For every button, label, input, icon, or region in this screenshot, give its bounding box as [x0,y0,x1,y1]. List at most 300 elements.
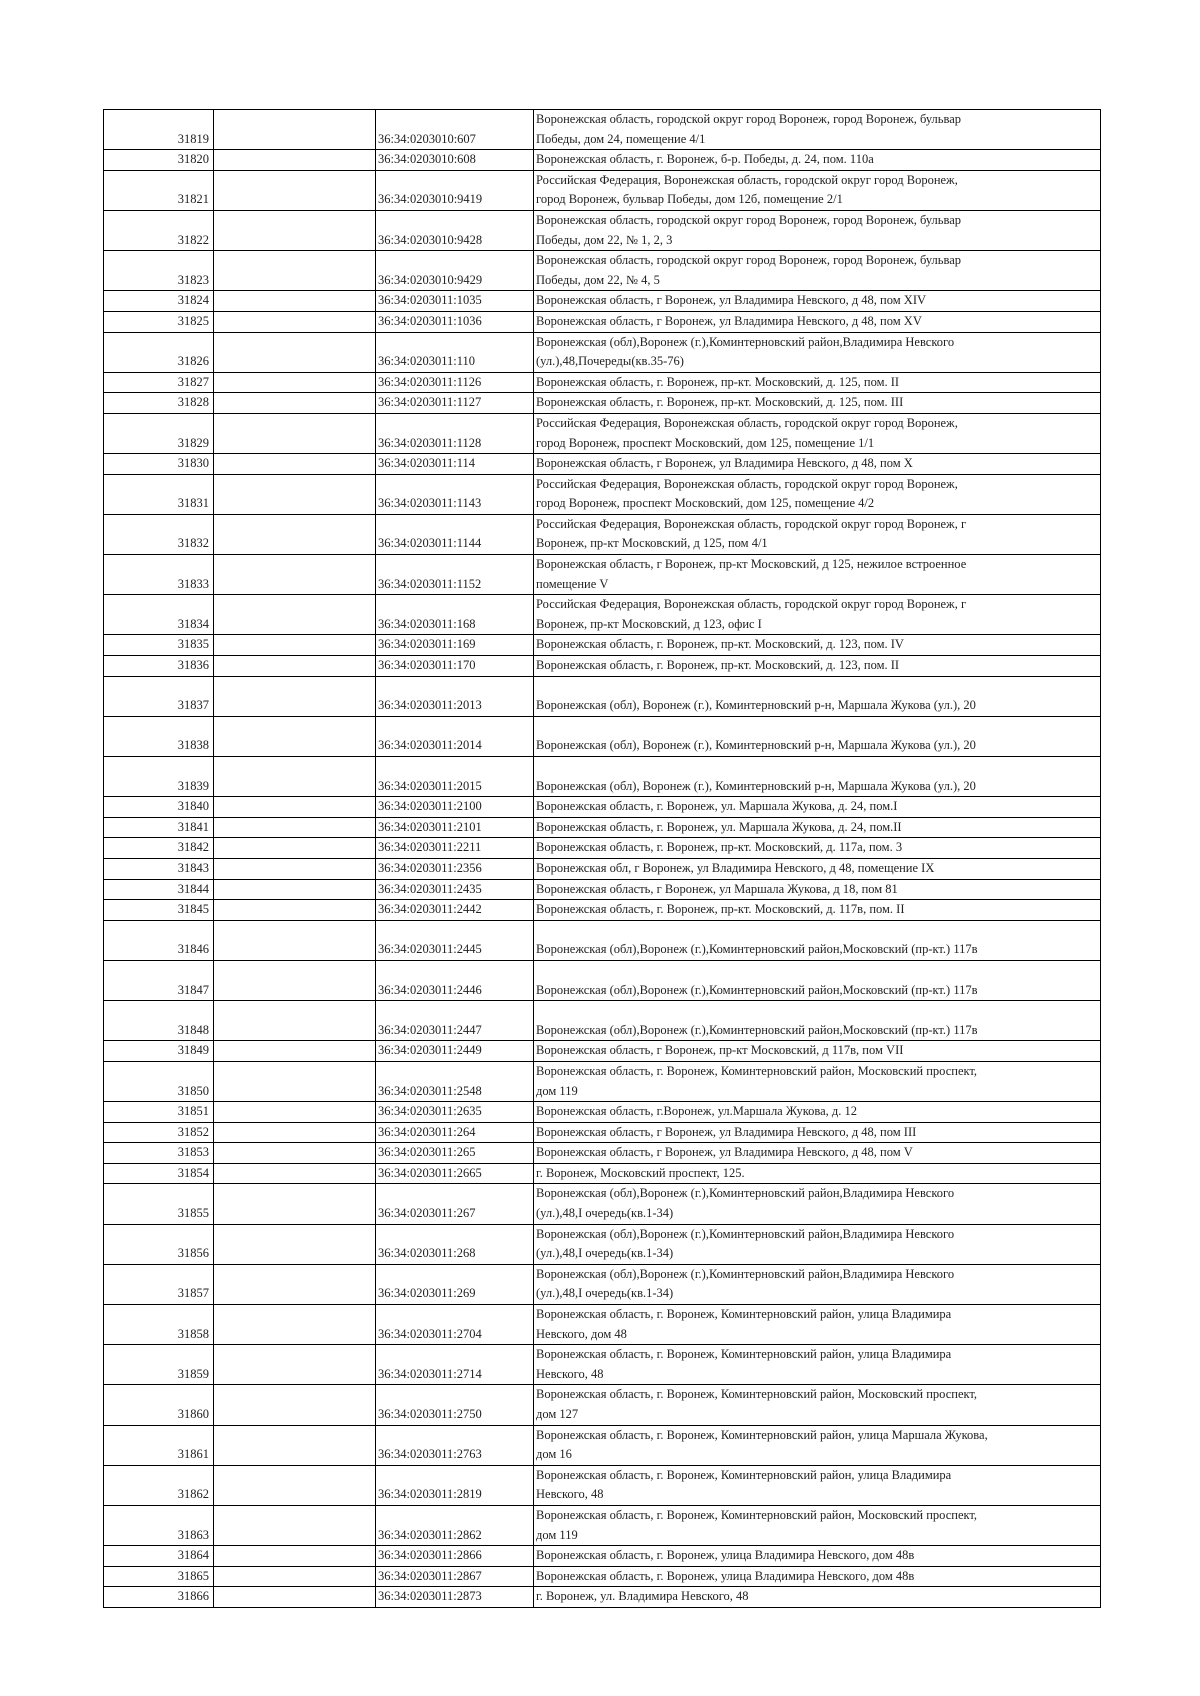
address-cell [534,454,1101,475]
row-number-cell: 31858 [104,1305,214,1345]
address-cell [534,635,1101,656]
address-line: Победы, дом 22, № 4, 5 [536,272,660,287]
address-line [536,1001,1098,1021]
address-line: Воронежская область, г Воронеж, ул Владимира Невского, д 48, пом X [536,456,913,471]
row-number-cell: 31823 [104,251,214,291]
address-line: Воронежская (обл),Воронеж (г.),Коминтерновский район,Московский (пр-кт.) 117в [536,1022,978,1037]
empty-cell [214,1505,376,1545]
cadastral-number-cell: 36:34:0203011:2447 [376,1001,534,1041]
address-cell [534,1184,1101,1224]
cadastral-number-cell: 36:34:0203011:2866 [376,1546,534,1567]
address-line: Невского, 48 [536,1366,604,1381]
row-number-cell: 31820 [104,150,214,171]
row-number-cell: 31839 [104,757,214,797]
empty-cell [214,110,376,150]
address-line: Воронежская область, г. Воронеж, улица Владимира Невского, дом 48в [536,1568,915,1583]
address-line [536,717,1098,737]
address-line: Воронежская область, г. Воронеж, пр-кт. Московский, д. 123, пом. IV [536,637,904,652]
address-line: Воронежская область, г Воронеж, пр-кт Московский, д 125, нежилое встроенное [536,557,967,572]
table-row [104,920,1101,960]
address-line: Воронежская (обл),Воронеж (г.),Коминтерновский район,Владимира Невского [536,1186,955,1201]
cadastral-number-cell: 36:34:0203011:2446 [376,960,534,1000]
address-line: Воронеж, пр-кт Московский, д 125, пом 4/1 [536,536,768,551]
cadastral-number-cell: 36:34:0203011:265 [376,1143,534,1164]
table-row [104,332,1101,372]
address-cell [534,1041,1101,1062]
address-cell [534,1587,1101,1608]
address-cell [534,1305,1101,1345]
address-line: Воронежская область, г. Воронеж, пр-кт. Московский, д. 125, пом. III [536,395,904,410]
row-number-cell: 31846 [104,920,214,960]
empty-cell [214,635,376,656]
table-row [104,110,1101,150]
empty-cell [214,393,376,414]
address-cell [534,1163,1101,1184]
address-line: Воронежская область, городской округ город Воронеж, город Воронеж, бульвар [536,212,962,227]
table-row [104,656,1101,677]
address-line: (ул.),48,I очередь(кв.1-34) [536,1206,674,1221]
row-number-cell: 31835 [104,635,214,656]
table-row [104,555,1101,595]
empty-cell [214,555,376,595]
cadastral-number-cell: 36:34:0203011:2665 [376,1163,534,1184]
table-row [104,1184,1101,1224]
table-row [104,170,1101,210]
address-cell [534,1143,1101,1164]
empty-cell [214,838,376,859]
cadastral-number-cell: 36:34:0203011:268 [376,1224,534,1264]
row-number-cell: 31840 [104,797,214,818]
row-number-cell: 31830 [104,454,214,475]
empty-cell [214,1143,376,1164]
address-line: г. Воронеж, Московский проспект, 125. [536,1165,745,1180]
table-row [104,1566,1101,1587]
cadastral-number-cell: 36:34:0203011:1152 [376,555,534,595]
cadastral-number-cell: 36:34:0203011:2704 [376,1305,534,1345]
table-row [104,393,1101,414]
row-number-cell: 31841 [104,817,214,838]
empty-cell [214,879,376,900]
row-number-cell: 31857 [104,1264,214,1304]
row-number-cell: 31859 [104,1345,214,1385]
empty-cell [214,1163,376,1184]
address-line: Победы, дом 24, помещение 4/1 [536,131,706,146]
address-line: (ул.),48,I очередь(кв.1-34) [536,1286,674,1301]
address-cell [534,797,1101,818]
cadastral-number-cell: 36:34:0203011:2548 [376,1061,534,1101]
row-number-cell: 31866 [104,1587,214,1608]
cadastral-number-cell: 36:34:0203011:2442 [376,900,534,921]
cadastral-number-cell: 36:34:0203010:9428 [376,210,534,250]
address-cell [534,1224,1101,1264]
address-cell [534,1122,1101,1143]
address-cell [534,1425,1101,1465]
row-number-cell: 31825 [104,311,214,332]
address-line: дом 119 [536,1527,578,1542]
empty-cell [214,1566,376,1587]
cadastral-number-cell: 36:34:0203011:2014 [376,716,534,756]
address-cell [534,311,1101,332]
row-number-cell: 31827 [104,372,214,393]
table-row [104,838,1101,859]
address-cell [534,372,1101,393]
address-line: Воронежская (обл),Воронеж (г.),Коминтерновский район,Московский (пр-кт.) 117в [536,942,978,957]
address-cell [534,879,1101,900]
address-cell [534,514,1101,554]
row-number-cell: 31860 [104,1385,214,1425]
table-row [104,716,1101,756]
address-line: Воронежская (обл), Воронеж (г.), Коминтерновский р-н, Маршала Жукова (ул.), 20 [536,698,976,713]
address-line: Воронежская (обл),Воронеж (г.),Коминтерновский район,Владимира Невского [536,334,955,349]
cadastral-number-cell: 36:34:0203011:2100 [376,797,534,818]
row-number-cell: 31863 [104,1505,214,1545]
table-row [104,372,1101,393]
address-line: Воронеж, пр-кт Московский, д 123, офис I [536,616,762,631]
cadastral-number-cell: 36:34:0203011:110 [376,332,534,372]
address-cell [534,1264,1101,1304]
row-number-cell: 31838 [104,716,214,756]
address-line: город Воронеж, бульвар Победы, дом 12б, помещение 2/1 [536,192,843,207]
cadastral-number-cell: 36:34:0203011:2819 [376,1465,534,1505]
row-number-cell: 31861 [104,1425,214,1465]
address-line: Воронежская обл, г Воронеж, ул Владимира Невского, д 48, помещение IX [536,860,935,875]
table-row [104,1163,1101,1184]
cadastral-number-cell: 36:34:0203011:2211 [376,838,534,859]
cadastral-number-cell: 36:34:0203010:9419 [376,170,534,210]
cadastral-number-cell: 36:34:0203011:1126 [376,372,534,393]
table-row [104,1546,1101,1567]
cadastral-number-cell: 36:34:0203011:2867 [376,1566,534,1587]
table-row [104,1122,1101,1143]
table-row [104,1425,1101,1465]
row-number-cell: 31837 [104,676,214,716]
address-line: Воронежская область, г Воронеж, ул Владимира Невского, д 48, пом III [536,1124,917,1139]
table-row [104,1224,1101,1264]
cadastral-number-cell: 36:34:0203011:2873 [376,1587,534,1608]
cadastral-number-cell: 36:34:0203011:2013 [376,676,534,716]
table-row [104,150,1101,171]
empty-cell [214,1102,376,1123]
address-cell [534,555,1101,595]
table-row [104,1264,1101,1304]
address-line: (ул.),48,I очередь(кв.1-34) [536,1246,674,1261]
address-line: Воронежская область, г. Воронеж, Коминтерновский район, улица Владимира [536,1307,952,1322]
address-line: Воронежская область, г. Воронеж, Коминтерновский район, Московский проспект, [536,1387,978,1402]
table-row [104,900,1101,921]
cadastral-number-cell: 36:34:0203011:2862 [376,1505,534,1545]
empty-cell [214,960,376,1000]
address-cell [534,150,1101,171]
row-number-cell: 31842 [104,838,214,859]
address-line: Воронежская (обл),Воронеж (г.),Коминтерновский район,Московский (пр-кт.) 117в [536,982,978,997]
empty-cell [214,1587,376,1608]
table-row [104,454,1101,475]
empty-cell [214,1264,376,1304]
row-number-cell: 31851 [104,1102,214,1123]
address-line: дом 119 [536,1083,578,1098]
cadastral-number-cell: 36:34:0203010:607 [376,110,534,150]
cadastral-number-cell: 36:34:0203011:1144 [376,514,534,554]
empty-cell [214,1122,376,1143]
address-line [536,961,1098,981]
address-line: г. Воронеж, ул. Владимира Невского, 48 [536,1589,749,1604]
address-line: (ул.),48,Почереды(кв.35-76) [536,354,684,369]
empty-cell [214,291,376,312]
cadastral-number-cell: 36:34:0203011:114 [376,454,534,475]
address-cell [534,210,1101,250]
empty-cell [214,1061,376,1101]
address-line: Воронежская область, г Воронеж, ул Владимира Невского, д 48, пом XV [536,313,922,328]
table-row [104,676,1101,716]
table-body [104,110,1101,1608]
table-row [104,595,1101,635]
row-number-cell: 31843 [104,858,214,879]
table-row [104,413,1101,453]
table-row [104,251,1101,291]
address-line: Воронежская область, г. Воронеж, ул. Маршала Жукова, д. 24, пом.II [536,819,902,834]
address-cell [534,757,1101,797]
row-number-cell: 31854 [104,1163,214,1184]
table-row [104,858,1101,879]
address-cell [534,1566,1101,1587]
address-line: дом 127 [536,1407,579,1421]
address-cell [534,1385,1101,1425]
empty-cell [214,1224,376,1264]
empty-cell [214,1385,376,1425]
table-row [104,514,1101,554]
cadastral-number-cell: 36:34:0203011:269 [376,1264,534,1304]
empty-cell [214,251,376,291]
address-line: город Воронеж, проспект Московский, дом 125, помещение 4/2 [536,496,875,511]
address-line: Воронежская область, г. Воронеж, б-р. Победы, д. 24, пом. 110а [536,152,874,167]
empty-cell [214,676,376,716]
row-number-cell: 31865 [104,1566,214,1587]
address-line: Российская Федерация, Воронежская область, городской округ город Воронеж, [536,415,958,430]
table-row [104,210,1101,250]
row-number-cell: 31847 [104,960,214,1000]
empty-cell [214,1345,376,1385]
table-row [104,1305,1101,1345]
table-row [104,757,1101,797]
address-cell [534,595,1101,635]
address-line: Российская Федерация, Воронежская область, городской округ город Воронеж, г [536,516,967,531]
address-cell [534,110,1101,150]
table-row [104,1505,1101,1545]
table-row [104,474,1101,514]
address-cell [534,170,1101,210]
address-cell [534,1061,1101,1101]
empty-cell [214,332,376,372]
property-register-table [103,109,1101,1608]
empty-cell [214,1305,376,1345]
address-line [536,921,1098,941]
address-cell [534,291,1101,312]
address-cell [534,393,1101,414]
address-cell [534,676,1101,716]
empty-cell [214,817,376,838]
table-row [104,291,1101,312]
table-row [104,1001,1101,1041]
address-cell [534,1102,1101,1123]
cadastral-number-cell: 36:34:0203011:2714 [376,1345,534,1385]
address-line: Победы, дом 22, № 1, 2, 3 [536,232,673,247]
cadastral-number-cell: 36:34:0203011:1036 [376,311,534,332]
empty-cell [214,170,376,210]
empty-cell [214,454,376,475]
cadastral-number-cell: 36:34:0203011:2449 [376,1041,534,1062]
cadastral-number-cell: 36:34:0203011:2750 [376,1385,534,1425]
address-line: Воронежская область, г.Воронеж, ул.Маршала Жукова, д. 12 [536,1104,858,1119]
address-line: помещение V [536,576,609,591]
row-number-cell: 31832 [104,514,214,554]
address-line: дом 16 [536,1447,572,1462]
address-line: Воронежская область, г. Воронеж, пр-кт. Московский, д. 117а, пом. 3 [536,840,903,855]
empty-cell [214,474,376,514]
row-number-cell: 31852 [104,1122,214,1143]
address-cell [534,332,1101,372]
cadastral-number-cell: 36:34:0203011:1035 [376,291,534,312]
row-number-cell: 31831 [104,474,214,514]
empty-cell [214,716,376,756]
empty-cell [214,1001,376,1041]
cadastral-number-cell: 36:34:0203011:1127 [376,393,534,414]
address-line: Российская Федерация, Воронежская область, городской округ город Воронеж, г [536,597,967,612]
cadastral-number-cell: 36:34:0203010:9429 [376,251,534,291]
cadastral-number-cell: 36:34:0203011:2635 [376,1102,534,1123]
table-row [104,879,1101,900]
empty-cell [214,1184,376,1224]
cadastral-number-cell: 36:34:0203010:608 [376,150,534,171]
cadastral-number-cell: 36:34:0203011:1128 [376,413,534,453]
address-line: Воронежская (обл),Воронеж (г.),Коминтерновский район,Владимира Невского [536,1266,955,1281]
empty-cell [214,311,376,332]
address-cell [534,474,1101,514]
cadastral-number-cell: 36:34:0203011:1143 [376,474,534,514]
row-number-cell: 31821 [104,170,214,210]
row-number-cell: 31834 [104,595,214,635]
address-line: Воронежская область, г. Воронеж, пр-кт. Московский, д. 123, пом. II [536,658,900,673]
table-row [104,817,1101,838]
address-line: Воронежская область, г. Воронеж, Коминтерновский район, улица Владимира [536,1347,952,1362]
address-line [536,677,1098,697]
row-number-cell: 31864 [104,1546,214,1567]
address-line: Воронежская область, г. Воронеж, пр-кт. Московский, д. 117в, пом. II [536,902,905,917]
row-number-cell: 31826 [104,332,214,372]
address-line: Воронежская область, городской округ город Воронеж, город Воронеж, бульвар [536,253,962,268]
address-cell [534,1505,1101,1545]
address-cell [534,858,1101,879]
address-line: Невского, дом 48 [536,1326,627,1341]
address-cell [534,1546,1101,1567]
row-number-cell: 31819 [104,110,214,150]
address-line: Воронежская область, г Воронеж, ул Владимира Невского, д 48, пом V [536,1145,913,1160]
row-number-cell: 31853 [104,1143,214,1164]
address-cell [534,251,1101,291]
cadastral-number-cell: 36:34:0203011:2015 [376,757,534,797]
table-row [104,1041,1101,1062]
empty-cell [214,1041,376,1062]
empty-cell [214,656,376,677]
empty-cell [214,1425,376,1465]
address-cell [534,900,1101,921]
empty-cell [214,757,376,797]
address-line: Невского, 48 [536,1487,604,1502]
empty-cell [214,595,376,635]
table-row [104,1465,1101,1505]
cadastral-number-cell: 36:34:0203011:267 [376,1184,534,1224]
table-row [104,1102,1101,1123]
address-line: Воронежская область, г Воронеж, пр-кт Московский, д 117в, пом VII [536,1043,904,1058]
row-number-cell: 31856 [104,1224,214,1264]
address-cell [534,716,1101,756]
cadastral-number-cell: 36:34:0203011:168 [376,595,534,635]
row-number-cell: 31850 [104,1061,214,1101]
address-line: Воронежская (обл), Воронеж (г.), Коминтерновский р-н, Маршала Жукова (ул.), 20 [536,778,976,793]
address-line: Воронежская область, г Воронеж, ул Маршала Жукова, д 18, пом 81 [536,881,898,896]
address-cell [534,656,1101,677]
address-cell [534,817,1101,838]
empty-cell [214,150,376,171]
address-line [536,757,1098,777]
empty-cell [214,1465,376,1505]
cadastral-number-cell: 36:34:0203011:264 [376,1122,534,1143]
cadastral-number-cell: 36:34:0203011:2445 [376,920,534,960]
table-row [104,635,1101,656]
row-number-cell: 31844 [104,879,214,900]
empty-cell [214,372,376,393]
table-row [104,1345,1101,1385]
row-number-cell: 31855 [104,1184,214,1224]
address-cell [534,413,1101,453]
row-number-cell: 31862 [104,1465,214,1505]
table-row [104,797,1101,818]
empty-cell [214,858,376,879]
cadastral-number-cell: 36:34:0203011:170 [376,656,534,677]
address-line: Воронежская область, г Воронеж, ул Владимира Невского, д 48, пом XIV [536,293,927,308]
address-line: Воронежская область, г. Воронеж, Коминтерновский район, улица Маршала Жукова, [536,1427,988,1442]
address-cell [534,1345,1101,1385]
address-line: Воронежская (обл), Воронеж (г.), Коминтерновский р-н, Маршала Жукова (ул.), 20 [536,738,976,753]
row-number-cell: 31848 [104,1001,214,1041]
row-number-cell: 31849 [104,1041,214,1062]
address-line: Воронежская (обл),Воронеж (г.),Коминтерновский район,Владимира Невского [536,1226,955,1241]
cadastral-number-cell: 36:34:0203011:2435 [376,879,534,900]
cadastral-number-cell: 36:34:0203011:2763 [376,1425,534,1465]
empty-cell [214,797,376,818]
row-number-cell: 31828 [104,393,214,414]
address-cell [534,1001,1101,1041]
address-line: Российская Федерация, Воронежская область, городской округ город Воронеж, [536,476,958,491]
empty-cell [214,900,376,921]
address-line: Российская Федерация, Воронежская область, городской округ город Воронеж, [536,172,958,187]
address-line: Воронежская область, г. Воронеж, улица Владимира Невского, дом 48в [536,1548,915,1563]
empty-cell [214,514,376,554]
row-number-cell: 31822 [104,210,214,250]
row-number-cell: 31824 [104,291,214,312]
empty-cell [214,920,376,960]
empty-cell [214,1546,376,1567]
address-line: Воронежская область, г. Воронеж, пр-кт. Московский, д. 125, пом. II [536,374,900,389]
table-row [104,311,1101,332]
cadastral-number-cell: 36:34:0203011:2101 [376,817,534,838]
cadastral-number-cell: 36:34:0203011:169 [376,635,534,656]
address-cell [534,1465,1101,1505]
table-row [104,960,1101,1000]
address-cell [534,838,1101,859]
row-number-cell: 31836 [104,656,214,677]
address-cell [534,920,1101,960]
table-row [104,1587,1101,1608]
